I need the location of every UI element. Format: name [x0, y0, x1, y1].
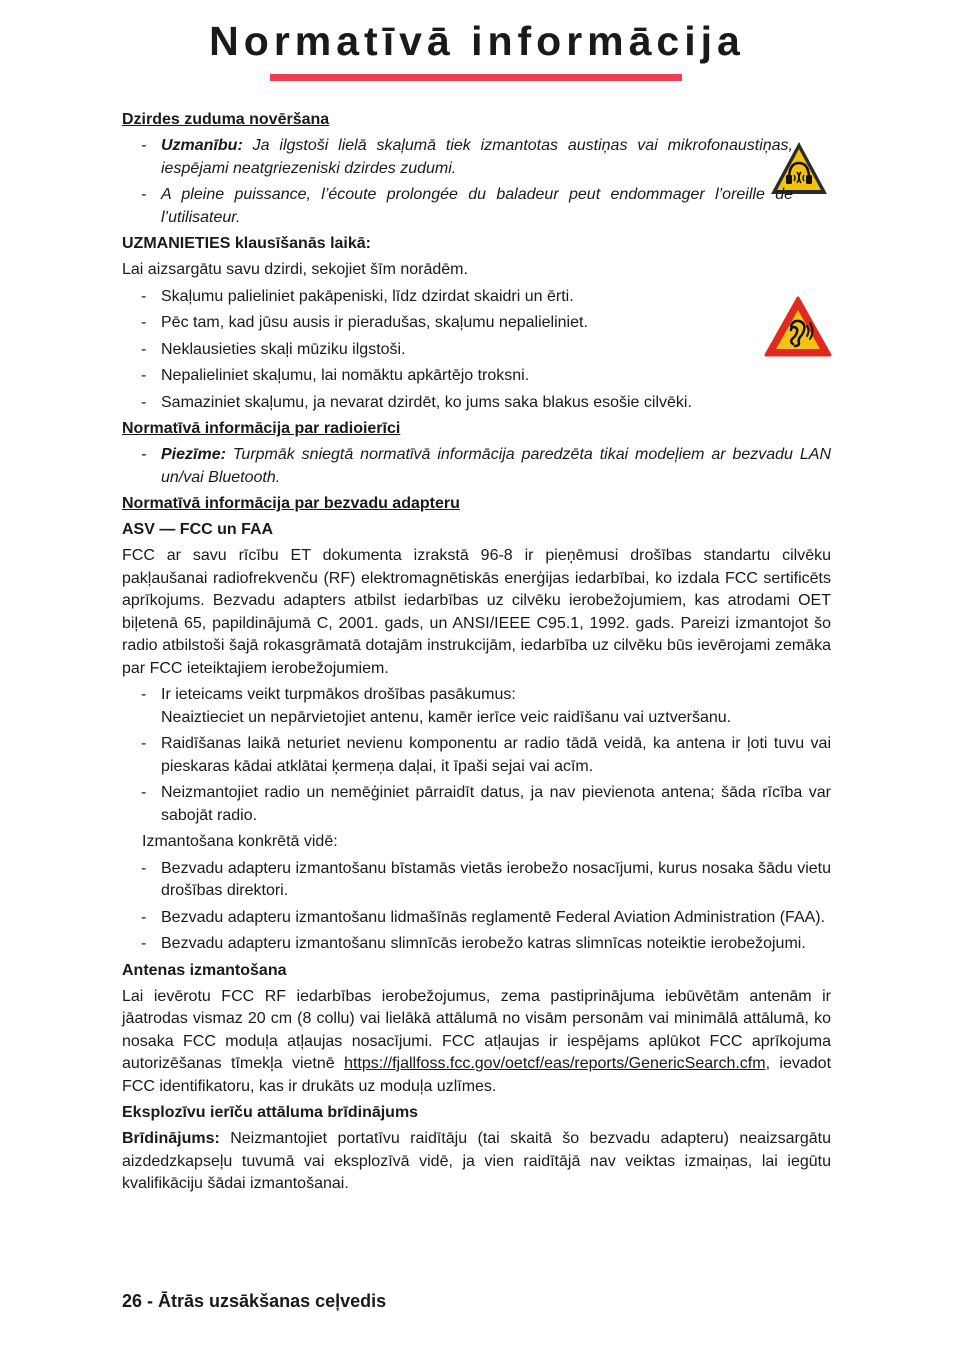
antenna-paragraph	[122, 986, 831, 1099]
list-item: - Skaļumu palieliniet pakāpeniski, līdz dzirdat skaidri un ērti.	[122, 286, 831, 309]
precaution-detail: Neaiztieciet un nepārvietojiet antenu, kamēr ierīce veic raidīšanu vai uztveršanu.	[161, 708, 732, 726]
radio-notes	[122, 444, 831, 489]
explosive-heading: Eksplozīvu ierīču attāluma brīdinājums	[122, 1104, 419, 1121]
list-item: - Raidīšanas laikā neturiet nevienu komponentu ar radio tādā veidā, ka antena ir ļoti tuvu vai pieskaras kādai atklātai ķermeņa daļai, it īpaši sejai vai acīm.	[122, 733, 831, 778]
list-item: - Nepalieliniet skaļumu, lai nomāktu apkārtējo troksni.	[122, 365, 831, 388]
section-heading-adapter: Normatīvā informācija par bezvadu adapteru	[122, 495, 460, 512]
list-item: - Bezvadu adapteru izmantošanu slimnīcās ierobežo katras slimnīcas noteiktie ierobežojumi.	[122, 933, 831, 956]
explosive-paragraph	[122, 1128, 831, 1196]
note-text: Turpmāk sniegtā normatīvā informācija paredzēta tikai modeļiem ar bezvadu LAN un/vai Bluetooth.	[161, 446, 831, 486]
caution-intro: Lai aizsargātu savu dzirdi, sekojiet šīm norādēm.	[122, 261, 468, 278]
environment-list	[122, 858, 831, 956]
environment-label: Izmantošana konkrētā vidē:	[142, 833, 338, 850]
page-content	[122, 109, 831, 1200]
list-item: - Neizmantojiet radio un nemēģiniet pārraidīt datus, ja nav pievienota antena; šāda rīcība var sabojāt radio.	[122, 782, 831, 827]
precaution-intro: - Ir ieteicams veikt turpmākos drošības pasākumus:	[161, 686, 516, 703]
listening-tips-list	[122, 286, 831, 415]
precautions-list	[122, 684, 831, 827]
warning-item-french: - A pleine puissance, l’écoute prolongée du baladeur peut endommager l’oreille de l’utilisateur.	[122, 184, 793, 229]
usa-paragraph: FCC ar savu rīcību ET dokumenta izrakstā 96-8 ir pieņēmusi drošības standartu cilvēku pakļaušanai radiofrekvenču (RF) elektromagnētiskās enerģijas iedarbībai, ko izdala FCC sertificēts aprīkojums. Bezvadu adapters atbilst iedarbības uz cilvēku ierobežojumiem, kas atrodami OET biļetenā 65, papildinājumā C, 2001. gads, un ANSI/IEEE C95.1, 1992. gads. Pareizi izmantojot šo radio atbilstoši šajā rokasgrāmatā dotajām instrukcijām, iedarbība uz cilvēku būs ievērojami zemāka par FCC ieteiktajiem ierobežojumiem.	[122, 547, 831, 677]
explosive-text: Neizmantojiet portatīvu raidītāju (tai skaitā šo bezvadu adapteru) neaizsargātu aizdedzkapseļu tuvumā vai eksplozīvā vidē, ja vien raidītājā nav veiktas izmaiņas, lai iegūtu kvalifikāciju šādai izmantošanai.	[122, 1130, 831, 1192]
list-item	[122, 684, 831, 729]
warning-item-latvian	[122, 135, 793, 180]
title-underline-bar	[270, 74, 682, 81]
warning-label: Uzmanību:	[161, 137, 243, 154]
note-item	[122, 444, 831, 489]
list-item: - Bezvadu adapteru izmantošanu bīstamās vietās ierobežo nosacījumi, kurus nosaka šādu vietu drošības direktori.	[122, 858, 831, 903]
antenna-text-end: , ievadot FCC identifikatoru, kas ir drukāts uz moduļa uzlīmes.	[122, 1055, 832, 1095]
section-heading-hearing: Dzirdes zuduma novēršana	[122, 111, 330, 128]
hearing-warnings	[122, 135, 831, 229]
usa-heading: ASV — FCC un FAA	[122, 521, 274, 538]
list-item: - Pēc tam, kad jūsu ausis ir pieradušas, skaļumu nepalieliniet.	[122, 312, 831, 335]
fcc-search-link[interactable]: https://fjallfoss.fcc.gov/oetcf/eas/reports/GenericSearch.cfm	[344, 1055, 766, 1072]
section-heading-radio: Normatīvā informācija par radioierīci	[122, 420, 401, 437]
antenna-text: Lai ievērotu FCC RF iedarbības ierobežojumus, zema pastiprinājuma iebūvētām antenām ir jāatrodas vismaz 20 cm (8 collu) vai lielākā attālumā no visām personām vai minimālā attālumā, ko nosaka FCC moduļa atļaujas nosacījumi. FCC atļaujas ir iespējams aplūkot FCC aprīkojuma autorizēšanas tīmekļa vietnē	[122, 987, 831, 1072]
list-item: - Bezvadu adapteru izmantošanu lidmašīnās reglamentē Federal Aviation Administration (FAA).	[122, 907, 831, 930]
list-item: - Neklausieties skaļi mūziku ilgstoši.	[122, 339, 831, 362]
explosive-label: Brīdinājums:	[122, 1130, 220, 1147]
antenna-heading: Antenas izmantošana	[122, 961, 287, 979]
note-label: Piezīme:	[161, 446, 226, 463]
caution-heading: UZMANIETIES klausīšanās laikā:	[122, 235, 371, 252]
page-title: Normatīvā informācija	[209, 18, 745, 64]
warning-text: Ja ilgstoši lielā skaļumā tiek izmantotas austiņas vai mikrofonaustiņas, iespējami neatgriezeniski dzirdes zudumi.	[161, 137, 793, 177]
page-footer: 26 - Ātrās uzsākšanas ceļvedis	[122, 1291, 387, 1311]
list-item: - Samaziniet skaļumu, ja nevarat dzirdēt, ko jums saka blakus esošie cilvēki.	[122, 392, 831, 415]
